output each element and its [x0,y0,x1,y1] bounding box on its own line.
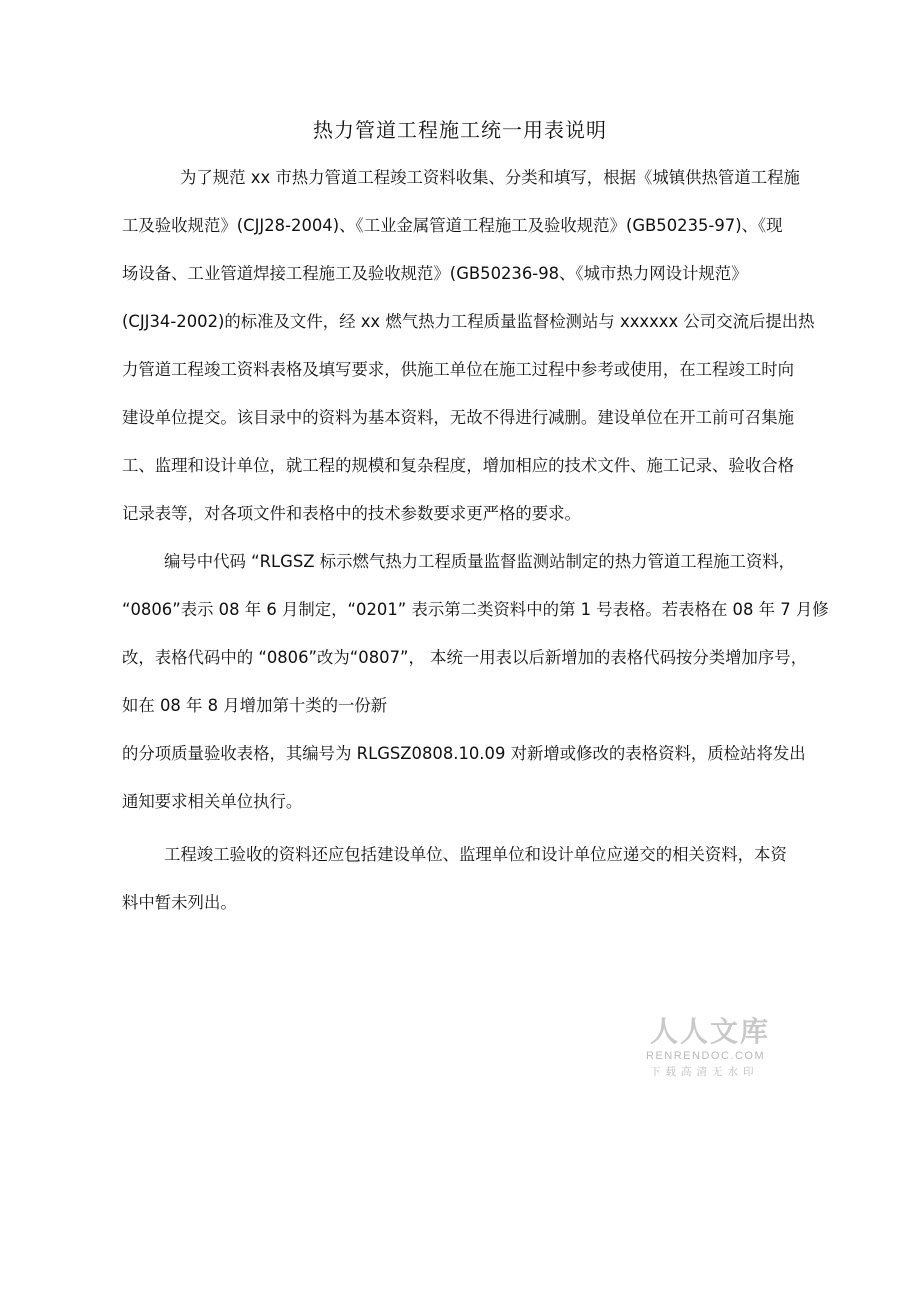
paragraph-line: 通知要求相关单位执行。 [122,792,303,811]
document-title: 热力管道工程施工统一用表说明 [313,118,607,142]
paragraph-line: 力管道工程竣工资料表格及填写要求，供施工单位在施工过程中参考或使用，在工程竣工时向 [122,360,795,379]
paragraph-line: 工及验收规范》(CJJ28-2004)、《工业金属管道工程施工及验收规范》(GB50235-97)、《现 [122,216,783,235]
watermark-domain: RENRENDOC.COM [646,1050,766,1062]
paragraph-line: (CJJ34-2002)的标准及文件，经 xx 燃气热力工程质量监督检测站与 xxxxxx 公司交流后提出热 [122,312,815,331]
watermark [640,1010,780,1090]
paragraph-line: 为了规范 xx 市热力管道工程竣工资料收集、分类和填写，根据《城镇供热管道工程施 [180,168,800,187]
paragraph-line: 如在 08 年 8 月增加第十类的一份新 [122,696,388,715]
paragraph-line: 建设单位提交。该目录中的资料为基本资料，无故不得进行减删。建设单位在开工前可召集施 [122,408,795,427]
paragraph-line: 工程竣工验收的资料还应包括建设单位、监理单位和设计单位应递交的相关资料，本资 [164,845,787,864]
paragraph-line: 场设备、工业管道焊接工程施工及验收规范》(GB50236-98、《城市热力网设计规范》 [122,264,748,283]
paragraph-line: 工、监理和设计单位，就工程的规模和复杂程度，增加相应的技术文件、施工记录、验收合格 [122,456,795,475]
paragraph-line: 的分项质量验收表格，其编号为 RLGSZ0808.10.09 对新增或修改的表格资料，质检站将发出 [122,744,806,763]
paragraph-line: 改，表格代码中的 “0806”改为“0807”， 本统一用表以后新增加的表格代码按分类增加序号， [122,648,808,667]
paragraph-line: “0806”表示 08 年 6 月制定，“0201” 表示第二类资料中的第 1 号表格。若表格在 08 年 7 月修 [122,600,829,619]
watermark-note: 下载高清无水印 [650,1066,759,1078]
paragraph-line: 料中暂未列出。 [122,893,237,912]
paragraph-line: 记录表等，对各项文件和表格中的技术参数要求更严格的要求。 [122,504,581,523]
paragraph-line: 编号中代码 “RLGSZ 标示燃气热力工程质量监督监测站制定的热力管道工程施工资料， [164,552,796,571]
watermark-logo: 人人文库 [650,1015,771,1048]
